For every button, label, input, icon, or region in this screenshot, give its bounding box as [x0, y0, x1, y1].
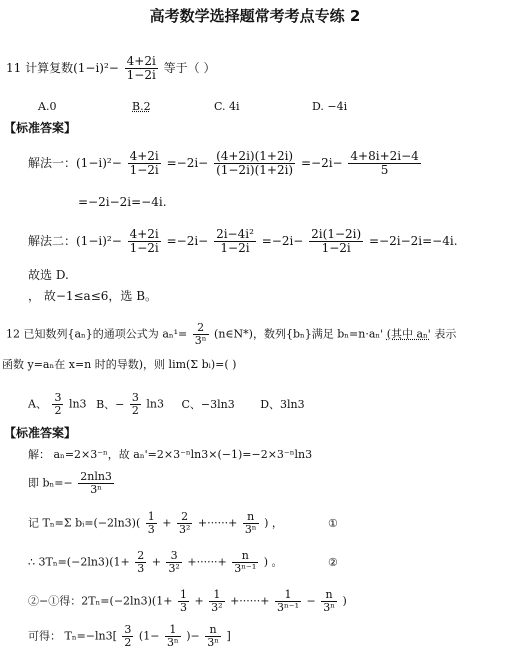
- method1-frac2: [214, 150, 295, 177]
- frac-den: 3ⁿ: [166, 636, 179, 649]
- frac-den: 5: [380, 163, 389, 178]
- sol-line5: [28, 589, 347, 614]
- frac-den: 1−2i: [321, 241, 351, 256]
- equation-tag-2: ②: [328, 556, 338, 569]
- q11-fraction: [125, 55, 158, 82]
- dots: +······+: [197, 516, 238, 530]
- q12-line1: [6, 322, 456, 347]
- equation-tag-1: ①: [328, 517, 338, 530]
- method2-tail: =−2i−2i=−4i.: [369, 234, 458, 249]
- frac-num: 3: [54, 391, 62, 404]
- method1-label: 解法一：(1−i)²−: [28, 156, 122, 171]
- q12-option-c: C、−3ln3: [181, 397, 235, 411]
- method1-frac1: [128, 150, 161, 177]
- method1-line: [28, 150, 423, 177]
- frac: [122, 624, 133, 649]
- q12-line2-b: lim(Σ bᵢ)=( ): [168, 358, 237, 371]
- plus: +: [151, 555, 161, 569]
- frac: [321, 589, 337, 614]
- frac-den: 1−2i: [129, 241, 159, 256]
- frac: [205, 624, 221, 649]
- q11-option-c: C. 4i: [214, 100, 240, 113]
- plus: +: [194, 594, 204, 608]
- frac-num: n: [321, 589, 337, 602]
- frac-den: 1−2i: [220, 241, 250, 256]
- q12-line1-a: 12 已知数列{aₙ}的通项公式为: [6, 327, 159, 341]
- frac-num: 1: [179, 588, 187, 601]
- frac-den: 3: [179, 601, 187, 615]
- frac-den: 3ⁿ: [90, 483, 102, 497]
- frac-den: 3ⁿ: [194, 334, 207, 348]
- frac-num: 2: [137, 549, 145, 562]
- method1-mid1: =−2i−: [166, 156, 209, 171]
- q12-option-b-label: B、−: [96, 397, 125, 411]
- frac-num: 2nln3: [80, 470, 112, 483]
- page-title: 高考数学选择题常考考点专练 2: [149, 7, 361, 25]
- std-answer-heading-2: 【标准答案】: [4, 426, 77, 440]
- frac-den: 2: [124, 636, 132, 649]
- q11-num: 4+2i: [126, 54, 156, 68]
- frac-num: 3: [166, 550, 181, 563]
- frac-num: 2: [177, 511, 192, 524]
- frac-num: 2: [193, 322, 209, 335]
- sol-line6-a: 可得： Tₙ=−ln3[: [28, 629, 117, 643]
- frac-num: n: [243, 511, 259, 524]
- method2-frac2: [214, 228, 256, 255]
- frac-den: 3ⁿ⁻¹: [234, 562, 257, 576]
- q11-stem: [6, 55, 216, 82]
- sol-line3-end: ) ，: [264, 516, 283, 530]
- q12-line2: [2, 359, 236, 370]
- frac: [243, 511, 259, 536]
- frac-den: 3ⁿ: [244, 523, 257, 537]
- choose-d: 故选 D.: [28, 268, 69, 282]
- frac-den: 1−2i: [129, 163, 159, 178]
- dots: +······+: [187, 555, 227, 569]
- frac-den: 2: [54, 404, 62, 418]
- frac: [275, 589, 301, 614]
- q11-suffix: 等于（ ）: [163, 61, 216, 76]
- sol-line6-mid: (1−: [138, 629, 160, 643]
- frac-num: 2i(1−2i): [311, 227, 362, 241]
- sol-line4: [28, 550, 283, 575]
- sol-line6: [28, 624, 231, 649]
- q11-option-b: B.2: [132, 100, 151, 113]
- plus: +: [162, 516, 172, 530]
- method2-frac3: [309, 228, 363, 255]
- q12-line1-e: 表示: [434, 327, 457, 341]
- frac-num: 1: [165, 624, 181, 637]
- frac-num: 1: [147, 510, 155, 523]
- method1-mid2: =−2i−: [300, 156, 343, 171]
- frac: [146, 511, 157, 536]
- frac-num: 3: [124, 623, 132, 636]
- method2-mid2: =−2i−: [261, 234, 304, 249]
- sol-line2: [28, 471, 116, 496]
- sol-line3-a: 记 Tₙ=Σ bᵢ=(−2ln3)(: [28, 516, 141, 530]
- frac-den: 2: [131, 404, 139, 418]
- sol-line4-a: ∴ 3Tₙ=(−2ln3)(1+: [28, 555, 130, 569]
- sol-line4-end: ) 。: [263, 555, 283, 569]
- q12-option-a-label: A、: [28, 397, 47, 411]
- frac-num: n: [205, 624, 221, 637]
- frac-num: 4+2i: [129, 149, 159, 163]
- frac-num: n: [232, 550, 258, 563]
- q12-option-a-frac: [52, 392, 63, 417]
- q12-line1-b: aₙ¹=: [162, 327, 188, 341]
- q12-line1-c: (n∈N*)，数列{bₙ}满足 bₙ=n·aₙ': [214, 327, 384, 341]
- frac-num: 1: [209, 589, 224, 602]
- sol-line5-a: ②−①得：2Tₙ=(−2ln3)(1+: [28, 594, 173, 608]
- sol-line3: [28, 511, 283, 536]
- q12-option-a-tail: ln3: [68, 397, 87, 411]
- frac: [209, 589, 224, 614]
- sol-line2-frac: [78, 471, 114, 496]
- sol-line2-a: 即 bₙ=−: [28, 476, 73, 490]
- q11-prefix: 11 计算复数(1−i)²−: [6, 61, 119, 76]
- range-line: ， 故−1≤a≤6，选 B。: [28, 289, 158, 303]
- method1-result: =−2i−2i=−4i.: [78, 195, 167, 209]
- q12-line1-d: (其中 aₙ': [386, 327, 431, 341]
- method2-label: 解法二：(1−i)²−: [28, 234, 122, 249]
- frac-den: 3ⁿ: [207, 636, 219, 649]
- q12-options: [28, 392, 305, 417]
- q11-option-d: D. −4i: [312, 100, 348, 113]
- frac-num: 3: [131, 391, 139, 404]
- frac-num: (4+2i)(1+2i): [216, 149, 294, 163]
- frac: [135, 550, 146, 575]
- frac-den: 3²: [178, 523, 191, 537]
- frac-num: 2i−4i²: [216, 227, 254, 241]
- frac-num: 1: [275, 589, 301, 602]
- frac-den: 3ⁿ: [323, 601, 335, 615]
- frac-num: 4+2i: [129, 227, 159, 241]
- q11-den: 1−2i: [126, 68, 156, 83]
- q12-frac: [193, 322, 209, 347]
- sol-line6-mid2: )−: [186, 629, 200, 643]
- minus: −: [306, 594, 316, 608]
- q11-option-a: A.0: [38, 100, 57, 113]
- std-answer-heading-1: 【标准答案】: [4, 121, 77, 135]
- frac-den: 3ⁿ⁻¹: [277, 601, 299, 615]
- frac-den: 3: [137, 562, 145, 576]
- frac: [178, 589, 189, 614]
- frac-num: 4+8i+2i−4: [350, 149, 419, 163]
- dots: +······+: [230, 594, 270, 608]
- method2-mid1: =−2i−: [166, 234, 209, 249]
- frac-den: 3²: [168, 562, 180, 576]
- sol-line6-end: ]: [226, 629, 231, 643]
- frac: [166, 550, 181, 575]
- sol-line5-end: ): [342, 594, 347, 608]
- frac: [165, 624, 181, 649]
- frac: [232, 550, 258, 575]
- frac-den: 3²: [211, 601, 223, 615]
- q12-option-b-tail: ln3: [146, 397, 164, 411]
- method2-frac1: [128, 228, 161, 255]
- q12-line2-a: 函数 y=aₙ在 x=n 时的导数)，则: [2, 358, 166, 371]
- frac-den: (1−2i)(1+2i): [216, 163, 294, 178]
- method2-line: [28, 228, 458, 255]
- method1-frac3: [348, 150, 420, 177]
- frac-den: 3: [147, 523, 155, 537]
- sol-line1: 解： aₙ=2×3⁻ⁿ，故 aₙ'=2×3⁻ⁿln3×(−1)=−2×3⁻ⁿln3: [28, 448, 313, 461]
- q12-option-b-frac: [130, 392, 141, 417]
- q12-option-d: D、3ln3: [260, 397, 305, 411]
- frac: [177, 511, 192, 536]
